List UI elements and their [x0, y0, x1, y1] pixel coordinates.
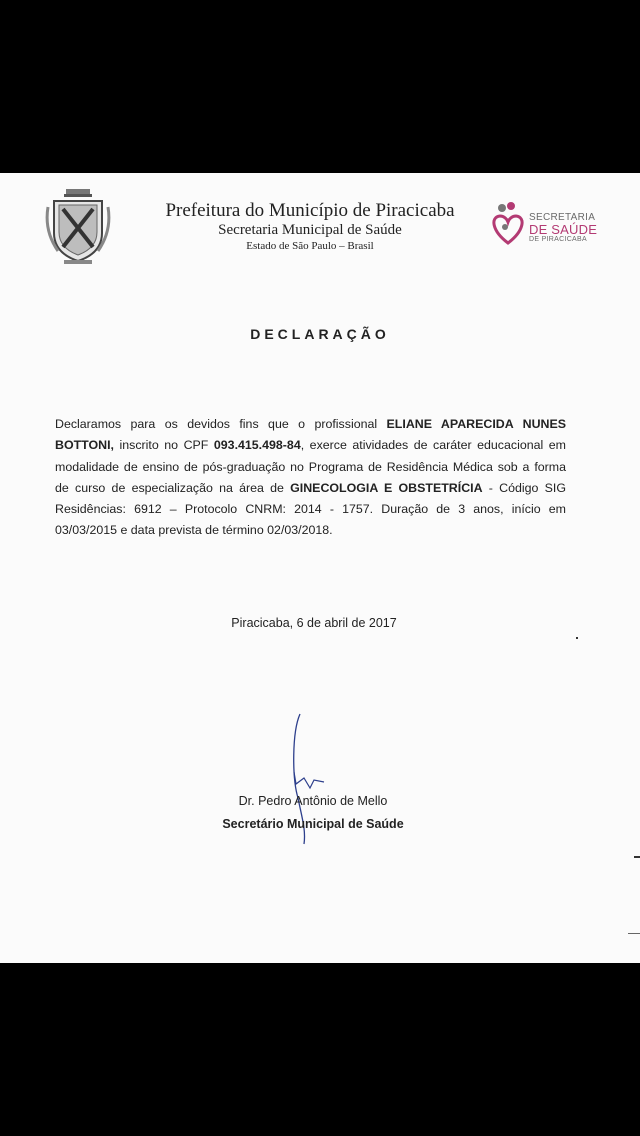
place-and-date: Piracicaba, 6 de abril de 2017	[231, 616, 397, 630]
logo-line-2: DE SAÚDE	[529, 222, 598, 237]
department-subtitle: Secretaria Municipal de Saúde	[218, 222, 402, 238]
professional-name: ELIANE APARECIDA NUNES BOTTONI,	[55, 417, 567, 453]
specialization-area: GINECOLOGIA E OBSTETRÍCIA	[290, 480, 483, 495]
scan-speck	[634, 856, 640, 858]
municipal-crest-icon	[44, 187, 112, 265]
paragraph-text-1: Declaramos para os devidos fins que o profissional	[55, 417, 387, 431]
municipality-title: Prefeitura do Município de Piracicaba	[165, 200, 455, 221]
secretaria-logo-text	[529, 213, 597, 243]
logo-line-1: SECRETARIA	[529, 212, 596, 223]
state-line: Estado de São Paulo – Brasil	[246, 240, 374, 252]
signer-name: Dr. Pedro Antônio de Mello	[238, 794, 388, 808]
paragraph-text-2: inscrito no CPF	[113, 438, 214, 453]
logo-line-3: DE PIRACICABA	[529, 236, 587, 243]
paragraph-text-4: - Código SIG Residências: 6912 – Protocolo CNRM: 2014 - 1757. Duração de 3 anos, início em 03/03/2015 e data prevista de término 02/03/2018.	[55, 480, 566, 538]
cpf-number: 093.415.498-84	[213, 438, 301, 453]
document-page	[0, 173, 640, 963]
scan-speck	[576, 637, 578, 639]
declaration-paragraph	[55, 414, 566, 542]
scan-speck	[628, 933, 640, 934]
health-heart-logo-icon	[488, 201, 528, 247]
document-title: DECLARAÇÃO	[250, 326, 390, 342]
paragraph-text-3: , exerce atividades de caráter educacional em modalidade de ensino de pós-graduação no Programa de Residência Médica sob a forma de curso de especialização na área de	[55, 438, 566, 495]
signer-role: Secretário Municipal de Saúde	[222, 817, 404, 831]
